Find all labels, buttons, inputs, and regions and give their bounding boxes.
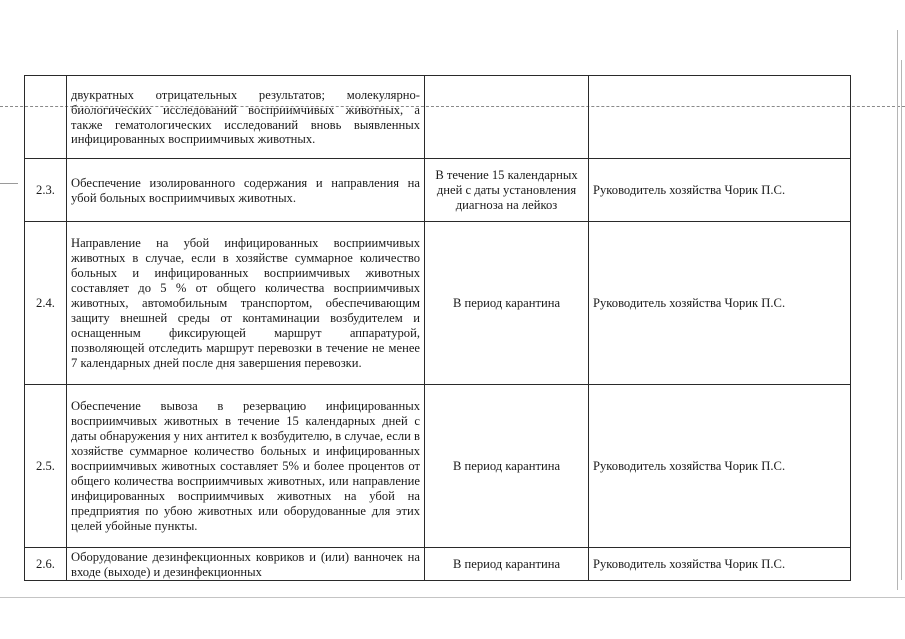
- table-row: [25, 548, 851, 581]
- measure-text: Обеспечение вывоза в резервацию инфицированных восприимчивых животных в течение 15 календарных дней с даты обнаружения у них антител к возбудителю, в случае, если в хозяйстве суммарное количество больных и инфицированных восприимчивых животных составляет 5% и более процентов от общего количества восприимчивых животных, или направление инфицированных восприимчивых животных на убой на предприятия по убою животных или оборудованные для этих целей убойные пункты.: [67, 385, 425, 548]
- measure-text: Оборудование дезинфекционных ковриков и (или) ванночек на входе (выходе) и дезинфекционных: [67, 548, 425, 581]
- measure-responsible: Руководитель хозяйства Чорик П.С.: [589, 548, 851, 581]
- scan-bottom-rule: [0, 597, 905, 598]
- measure-text: Направление на убой инфицированных восприимчивых животных в случае, если в хозяйстве суммарное количество больных и инфицированных восприимчивых животных составляет до 5 % от общего количества восприимчивых животных, автомобильным транспортом, обеспечивающим защиту внешней среды от контаминации возбудителем и оснащенным фиксирующей маршрут аппаратурой, позволяющей отследить маршрут перевозки в течение не менее 7 календарных дней после дня завершения перевозки.: [67, 222, 425, 385]
- measure-text: двукратных отрицательных результатов; молекулярно-биологических исследований восприимчивых животных, а также гематологических исследований вновь выявленных инфицированных восприимчивых животных.: [67, 76, 425, 159]
- measure-term: В период карантина: [425, 385, 589, 548]
- measure-term: В течение 15 календарных дней с даты установления диагноза на лейкоз: [425, 159, 589, 222]
- table-row: [25, 222, 851, 385]
- measure-responsible: Руководитель хозяйства Чорик П.С.: [589, 159, 851, 222]
- scan-edge-mark: [0, 183, 18, 184]
- measure-term: В период карантина: [425, 548, 589, 581]
- row-number: 2.4.: [25, 222, 67, 385]
- row-number: 2.3.: [25, 159, 67, 222]
- measure-term: [425, 76, 589, 159]
- measure-responsible: [589, 76, 851, 159]
- row-number: 2.5.: [25, 385, 67, 548]
- measures-table: [24, 75, 851, 581]
- measure-responsible: Руководитель хозяйства Чорик П.С.: [589, 385, 851, 548]
- table-row: [25, 76, 851, 159]
- row-number: 2.6.: [25, 548, 67, 581]
- row-number: [25, 76, 67, 159]
- measure-responsible: Руководитель хозяйства Чорик П.С.: [589, 222, 851, 385]
- table-row: [25, 159, 851, 222]
- scan-right-edge-2: [901, 60, 902, 580]
- table-row: [25, 385, 851, 548]
- measure-term: В период карантина: [425, 222, 589, 385]
- scan-right-edge: [897, 30, 898, 590]
- measure-text: Обеспечение изолированного содержания и направления на убой больных восприимчивых животных.: [67, 159, 425, 222]
